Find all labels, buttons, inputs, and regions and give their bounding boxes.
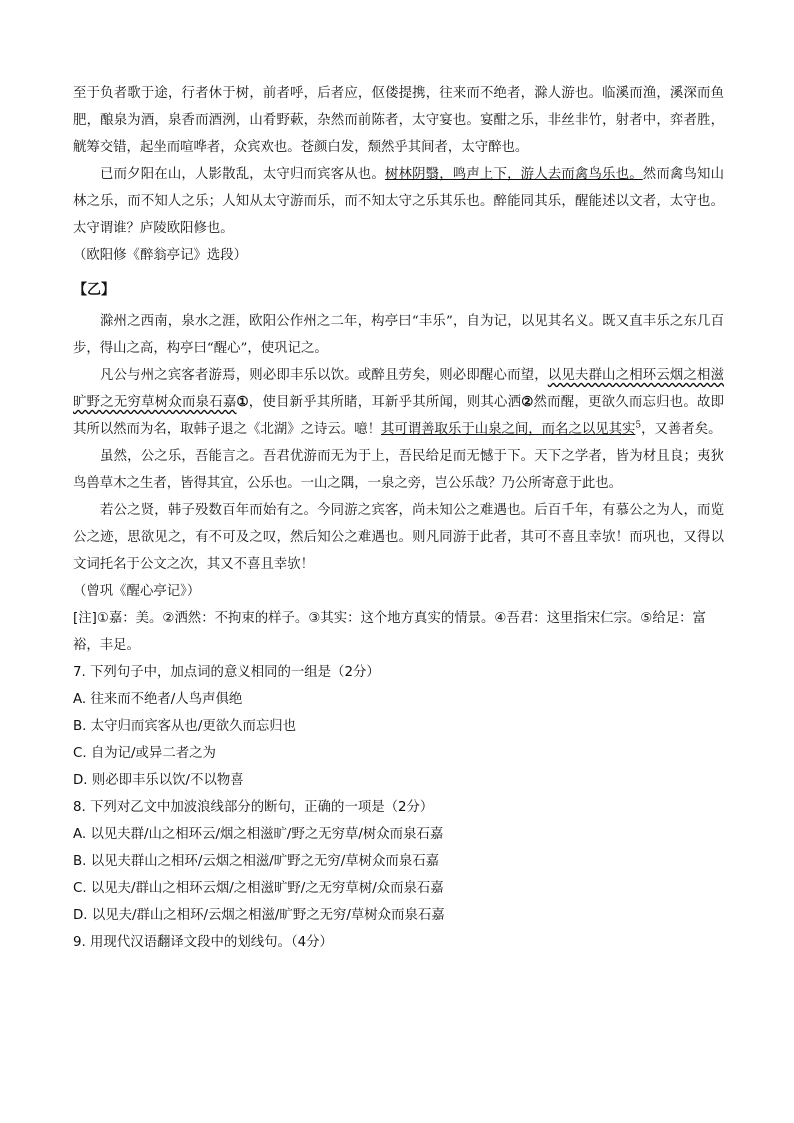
yi-p2-text-c: 然而醒，更欲久而忘归也。故即其所以然而为名，取韩子退之《北湖》之诗云。噫！	[73, 395, 725, 437]
question-8	[73, 794, 724, 929]
note-marker-5: 5	[635, 420, 642, 431]
yi-paragraph-2	[73, 362, 724, 443]
question-9	[73, 929, 724, 956]
yi-p2-text-d: ，又善者矣。	[641, 422, 722, 437]
yi-p2-underlined: 其可谓善取乐于山泉之间，而名之以见其实	[380, 422, 636, 437]
question-8-stem: 8. 下列对乙文中加波浪线部分的断句，正确的一项是（2分）	[73, 800, 434, 815]
question-7-option-d[interactable]: D. 则必即丰乐以饮/不以物喜	[73, 773, 244, 788]
jia-source: （欧阳修《醉翁亭记》选段）	[73, 248, 248, 263]
question-9-stem: 9. 用现代汉语翻译文段中的划线句。（4分）	[73, 935, 333, 950]
question-8-option-c[interactable]: C. 以见夫/群山之相环云烟/之相滋旷野/之无穷草树/众而泉石嘉	[73, 881, 444, 896]
annotation-note: [注]①嘉：美。②洒然：不拘束的样子。③其实：这个地方真实的情景。④吾君：这里指宋仁宗。⑤给足：富裕，丰足。	[73, 611, 706, 653]
yi-p2-text-a: 凡公与州之宾客者游焉，则必即丰乐以饮。或醉且劳矣，则必即醒心而望，	[100, 368, 548, 383]
yi-p2-text-b: ，使目新乎其所睹，耳新乎其所闻，则其心洒	[248, 395, 522, 410]
question-7-stem: 7. 下列句子中，加点词的意义相同的一组是（2分）	[73, 665, 380, 680]
yi-paragraph-3: 虽然，公之乐，吾能言之。吾君优游而无为于上，吾民给足而无憾于下。天下之学者，皆为材且良；夷狄鸟兽草木之生者，皆得其宜，公乐也。一山之隅，一泉之旁，岂公乐哉？乃公所寄意于此也。	[73, 449, 724, 491]
question-8-option-d[interactable]: D. 以见夫/群山之相环/云烟之相滋/旷野之无穷/草树众而泉石嘉	[73, 908, 445, 923]
question-7-option-c[interactable]: C. 自为记/或异二者之为	[73, 746, 216, 761]
question-7-option-a[interactable]: A. 往来而不绝者/人鸟声俱绝	[73, 692, 243, 707]
yi-paragraph-4: 若公之贤，韩子殁数百年而始有之。今同游之宾客，尚未知公之难遇也。后百千年，有慕公之为人，而览公之迹，思欲见之，有不可及之叹，然后知公之难遇也。则凡同游于此者，其可不喜且幸欤！而巩也，又得以文词托名于公文之次，其又不喜且幸欤！	[73, 503, 724, 572]
question-7-option-b[interactable]: B. 太守归而宾客从也/更欲久而忘归也	[73, 719, 297, 734]
question-8-option-a[interactable]: A. 以见夫群/山之相环云/烟之相滋旷/野之无穷草/树众而泉石嘉	[73, 827, 444, 842]
jia-p2-text-b: 然而禽鸟知山林之乐，而不知人之乐；人知从太守游而乐，而不知太守之乐其乐也。醉能同其乐，醒能述以文者，太守也。太守谓谁？庐陵欧阳修也。	[73, 167, 725, 236]
yi-p2-wavy: 以见夫群山之相环云烟之相滋旷野之无穷草树众而泉石嘉	[73, 368, 725, 410]
question-7	[73, 659, 724, 794]
jia-paragraph-2	[73, 161, 724, 242]
jia-paragraph-1: 至于负者歌于途，行者休于树，前者呼，后者应，伛偻提携，往来而不绝者，滁人游也。临溪而渔，溪深而鱼肥，酿泉为酒，泉香而酒洌，山肴野蔌，杂然而前陈者，太守宴也。宴酣之乐，非丝非竹，射者中，弈者胜，觥筹交错，起坐而喧哗者，众宾欢也。苍颜白发，颓然乎其间者，太守醉也。	[73, 86, 724, 155]
yi-paragraph-1: 滁州之西南，泉水之涯，欧阳公作州之二年，构亭曰“丰乐”，自为记，以见其名义。既又直丰乐之东几百步，得山之高，构亭曰“醒心”，使巩记之。	[73, 314, 724, 356]
jia-p2-text-a: 已而夕阳在山，人影散乱，太守归而宾客从也。	[100, 167, 385, 182]
yi-heading: 【乙】	[73, 282, 115, 298]
question-8-option-b[interactable]: B. 以见夫群山之相环/云烟之相滋/旷野之无穷/草树众而泉石嘉	[73, 854, 439, 869]
note-marker-2: ②	[521, 394, 534, 410]
jia-p2-underlined: 树林阴翳，鸣声上下，游人去而禽鸟乐也。	[384, 167, 643, 182]
yi-source: （曾巩《醒心亭记》）	[73, 584, 201, 599]
note-marker-1: ①	[236, 394, 249, 410]
